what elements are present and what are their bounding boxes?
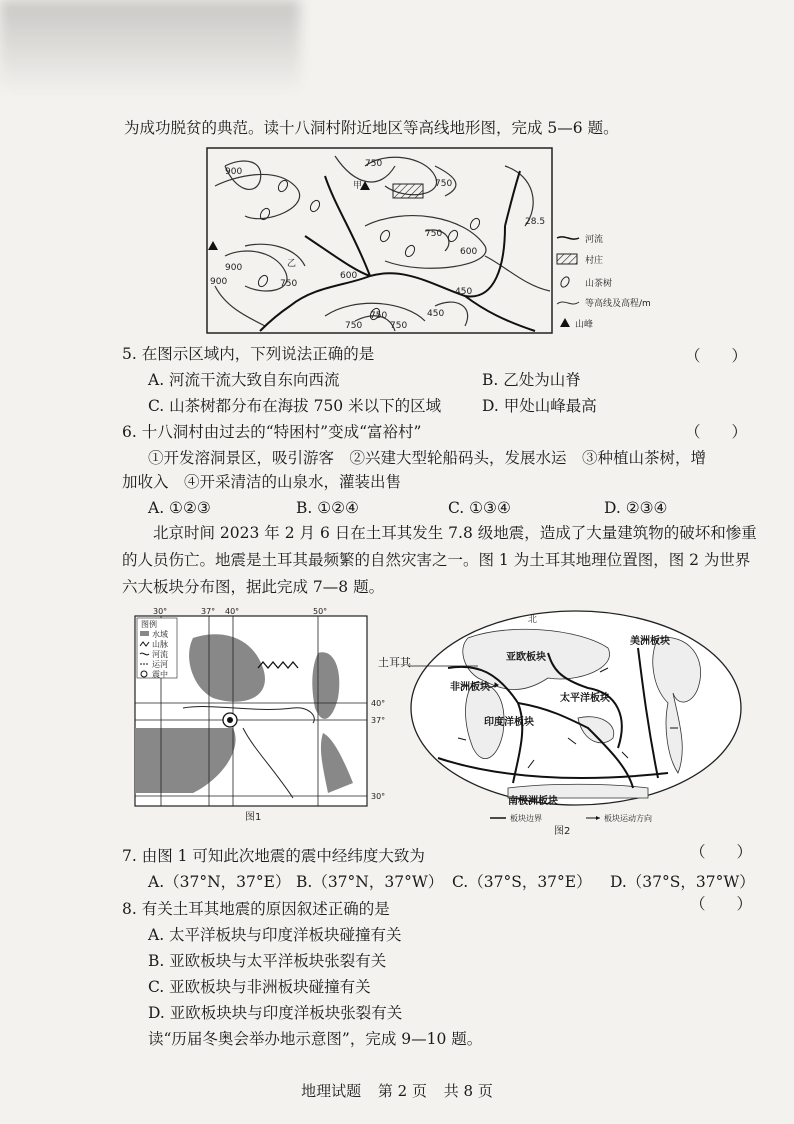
q7-option-d: D.（37°S，37°W） bbox=[610, 873, 755, 891]
q5-stem: 5. 在图示区域内，下列说法正确的是 bbox=[122, 345, 375, 363]
contour-label: 750 bbox=[390, 321, 408, 331]
fig2-legend bbox=[490, 813, 652, 823]
fig1-legend-mountain: 山脉 bbox=[152, 640, 168, 649]
plate-america-label: 美洲板块 bbox=[630, 636, 670, 647]
q8-answer-blank[interactable]: （ ） bbox=[690, 895, 753, 913]
fig1-lon-label: 37° bbox=[201, 608, 216, 616]
plate-eurasia-label: 亚欧板块 bbox=[506, 652, 546, 663]
fig1-legend-water: 水域 bbox=[152, 630, 168, 639]
q6-option-a: A. ①②③ bbox=[148, 499, 211, 517]
fig1-lat-label: 40° bbox=[371, 699, 386, 708]
contour-label: 900 bbox=[225, 167, 243, 177]
fig2-plates-map bbox=[378, 608, 742, 838]
legend-plate-boundary: 板块边界 bbox=[510, 814, 542, 823]
contour-label: 600 bbox=[340, 271, 358, 281]
fig1-lon-label: 30° bbox=[153, 608, 168, 616]
fig1-legend-epicenter: 震中 bbox=[152, 670, 168, 679]
q6-statement-line2: 加收入 ④开采清洁的山泉水，灌装出售 bbox=[122, 473, 402, 491]
label-yi: 乙 bbox=[287, 259, 297, 269]
peak-west-icon bbox=[208, 241, 218, 250]
contour-label: 750 bbox=[370, 311, 388, 321]
fig1-legend-river: 河流 bbox=[152, 650, 168, 659]
fig1-legend-canal: 运河 bbox=[152, 660, 168, 669]
fig2-north-label: 北 bbox=[528, 615, 538, 625]
q7-option-b: B.（37°N，37°W） bbox=[296, 873, 444, 891]
fig1-lon-label: 50° bbox=[313, 608, 328, 616]
q7-option-a: A.（37°N，37°E） bbox=[148, 873, 291, 891]
q6-option-b: B. ①②④ bbox=[296, 499, 359, 517]
contour-label: 750 bbox=[345, 321, 363, 331]
q910-intro: 读“历届冬奥会举办地示意图”，完成 9—10 题。 bbox=[148, 1030, 483, 1048]
page-footer bbox=[0, 1080, 794, 1101]
fig1-legend-title: 图例 bbox=[141, 620, 157, 629]
footer-page: 第 2 页 bbox=[377, 1082, 427, 1100]
fig1-lat-label: 30° bbox=[371, 792, 386, 801]
plate-indian-label: 印度洋板块 bbox=[484, 717, 534, 728]
turkey-label: 土耳其 bbox=[378, 656, 411, 669]
contour-label: 750 bbox=[365, 159, 383, 169]
contour-label: 750 bbox=[435, 179, 453, 189]
q5-option-a: A. 河流干流大致自东向西流 bbox=[148, 371, 340, 389]
contour-label: 450 bbox=[427, 309, 445, 319]
q7-answer-blank[interactable]: （ ） bbox=[690, 843, 753, 861]
legend-contour: 等高线及高程/m bbox=[585, 299, 651, 309]
legend-peak: 山峰 bbox=[575, 320, 594, 330]
contour-map bbox=[205, 146, 705, 336]
contour-label: 600 bbox=[460, 247, 478, 257]
label-jia: 甲 bbox=[353, 181, 363, 191]
legend-village: 村庄 bbox=[585, 256, 604, 266]
contour-label: 28.5 bbox=[525, 217, 546, 227]
q5-option-d: D. 甲处山峰最高 bbox=[482, 397, 597, 415]
plate-antarctic-label: 南极洲板块 bbox=[508, 796, 558, 807]
q6-option-d: D. ②③④ bbox=[604, 499, 668, 517]
q6-statement-line1: ①开发溶洞景区，吸引游客 ②兴建大型轮船码头，发展水运 ③种植山茶树，增 bbox=[148, 449, 707, 467]
legend-plate-motion: 板块运动方向 bbox=[604, 814, 652, 823]
legend-tea: 山茶树 bbox=[585, 279, 613, 289]
scan-smudge bbox=[0, 0, 300, 90]
q8-option-b: B. 亚欧板块与太平洋板块张裂有关 bbox=[148, 952, 387, 970]
contour-label: 900 bbox=[210, 277, 228, 287]
fig1-lat-label: 37° bbox=[371, 716, 386, 725]
contour-label: 750 bbox=[280, 279, 298, 289]
footer-total: 共 8 页 bbox=[443, 1082, 493, 1100]
q5-option-b: B. 乙处为山脊 bbox=[482, 371, 581, 389]
q6-stem: 6. 十八洞村由过去的“特困村”变成“富裕村” bbox=[122, 423, 422, 441]
q6-option-c: C. ①③④ bbox=[448, 499, 511, 517]
q8-option-d: D. 亚欧板块块与印度洋板块张裂有关 bbox=[148, 1004, 403, 1022]
fig1-caption: 图1 bbox=[245, 812, 262, 823]
plate-pacific-label: 太平洋板块 bbox=[560, 693, 610, 704]
q6-answer-blank[interactable]: （ ） bbox=[685, 423, 748, 441]
fig1-legend bbox=[137, 618, 177, 679]
map1-legend bbox=[557, 233, 651, 330]
contour-label: 450 bbox=[455, 287, 473, 297]
plate-africa-label: 非洲板块 bbox=[450, 682, 490, 693]
intro-text: 为成功脱贫的典范。读十八洞村附近地区等高线地形图，完成 5—6 题。 bbox=[124, 119, 619, 137]
q8-option-a: A. 太平洋板块与印度洋板块碰撞有关 bbox=[148, 926, 402, 944]
legend-river: 河流 bbox=[585, 235, 604, 245]
q7-option-c: C.（37°S，37°E） bbox=[452, 873, 592, 891]
fig1-lon-label: 40° bbox=[225, 608, 240, 616]
footer-subject: 地理试题 bbox=[301, 1082, 362, 1100]
q78-intro-paragraph: 北京时间 2023 年 2 月 6 日在土耳其发生 7.8 级地震，造成了大量建筑物的破坏和惨重的人员伤亡。地震是土耳其最频繁的自然灾害之一。图 1 为土耳其地理位置图，图 2 为世界六大板块分布图，据此完成 7—8 题。 bbox=[122, 524, 757, 596]
q5-option-c: C. 山茶树都分布在海拔 750 米以下的区域 bbox=[148, 397, 442, 415]
q7-stem: 7. 由图 1 可知此次地震的震中经纬度大致为 bbox=[122, 847, 425, 865]
fig2-caption: 图2 bbox=[554, 826, 571, 837]
contour-label: 750 bbox=[425, 229, 443, 239]
q8-stem: 8. 有关土耳其地震的原因叙述正确的是 bbox=[122, 900, 390, 918]
contour-label: 900 bbox=[225, 263, 243, 273]
q8-option-c: C. 亚欧板块与非洲板块碰撞有关 bbox=[148, 978, 371, 996]
fig1-turkey-map bbox=[133, 608, 395, 823]
q5-answer-blank[interactable]: （ ） bbox=[685, 347, 748, 365]
